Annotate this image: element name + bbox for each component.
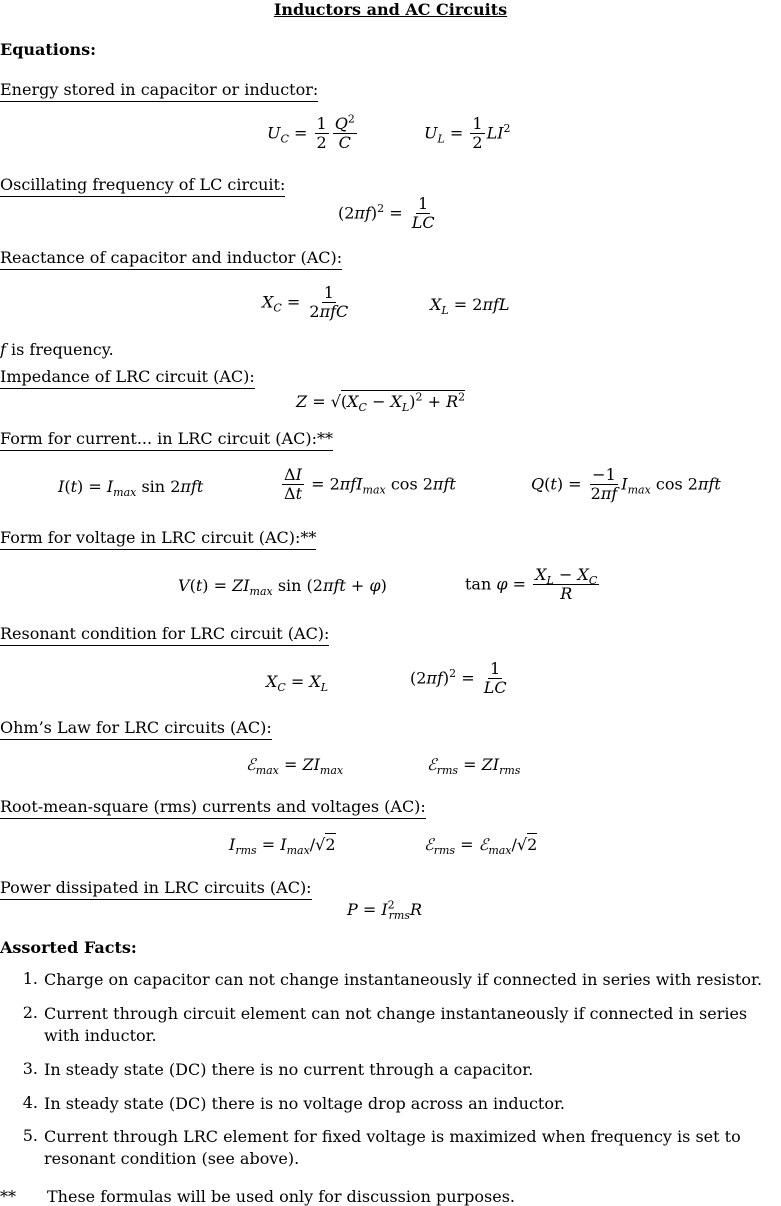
- fact-number: 4.: [22, 1093, 38, 1112]
- fact-text: Charge on capacitor can not change instantaneously if connected in series with resistor.: [44, 970, 763, 989]
- page-title: Inductors and AC Circuits: [273, 0, 508, 19]
- footnote-mark: **: [0, 1187, 16, 1206]
- ohms-law-label: [0, 718, 272, 737]
- impedance-label: [0, 367, 255, 386]
- frequency-note: f is frequency.: [0, 340, 114, 359]
- equation-charge: Q(t) = $\frac{-1}{2\pi f}$ $I_{max}$ cos 2πft: [531, 465, 721, 504]
- equation-power: $P = I^2_{rms}R$: [347, 898, 423, 923]
- equation-resonance-reactance: $X_C = X_L$: [266, 672, 329, 695]
- fact-number: 5.: [22, 1126, 38, 1145]
- equation-phase: tan φ = $\frac{X_L - X_C}{R}$: [465, 565, 598, 604]
- ohms-law-label-text: Ohm’s Law for LRC circuits (AC):: [0, 718, 272, 740]
- current-form-label: [0, 429, 333, 448]
- equation-current: $I(t) = I_{max}$ sin 2πft: [58, 477, 204, 500]
- voltage-form-label: [0, 528, 316, 547]
- resonant-label-text: Resonant condition for LRC circuit (AC):: [0, 624, 329, 646]
- rms-label: [0, 797, 426, 816]
- equation-current-derivative: $\frac{\Delta I}{\Delta t}$ = 2πfI$_{max}$ cos 2πft: [284, 465, 456, 504]
- equation-impedance: $Z = √(X_C - X_L)^2 + R^2$: [296, 390, 466, 415]
- fact-text: In steady state (DC) there is no current through a capacitor.: [44, 1060, 534, 1079]
- equation-rms-emf: ℰ$_{rms}$ = ℰ$_{max}$/√2: [424, 835, 538, 858]
- current-form-label-text: Form for current... in LRC circuit (AC):**: [0, 429, 333, 451]
- rms-label-text: Root-mean-square (rms) currents and voltages (AC):: [0, 797, 426, 819]
- equation-ohms-max: ℰ$_{max}$ = $ZI_{max}$: [246, 755, 344, 778]
- voltage-form-label-text: Form for voltage in LRC circuit (AC):**: [0, 528, 316, 550]
- equation-lc-frequency: $(2\pi f)^2$ = $\frac{1}{LC}$: [338, 194, 435, 233]
- energy-label-text: Energy stored in capacitor or inductor:: [0, 80, 318, 102]
- equation-inductor-energy: $U_L$ = $\frac{1}{2}$ $LI^2$: [424, 114, 511, 153]
- resonant-label: [0, 624, 329, 643]
- equations-heading: Equations:: [0, 40, 97, 59]
- power-label-text: Power dissipated in LRC circuits (AC):: [0, 878, 312, 900]
- equation-ohms-rms: ℰ$_{rms}$ = $ZI_{rms}$: [427, 755, 521, 778]
- fact-text: Current through LRC element for fixed voltage is maximized when frequency is set to resonant condition (see above).: [44, 1127, 741, 1168]
- impedance-label-text: Impedance of LRC circuit (AC):: [0, 367, 255, 389]
- fact-number: 1.: [22, 969, 38, 988]
- footnote-text: These formulas will be used only for discussion purposes.: [47, 1187, 515, 1206]
- equation-resonance-frequency: $(2\pi f)^2$ = $\frac{1}{LC}$: [410, 659, 507, 698]
- equation-rms-current: $I_{rms} = I_{max}/√2$: [229, 835, 336, 858]
- fact-text: Current through circuit element can not change instantaneously if connected in series with inductor.: [44, 1004, 748, 1045]
- lc-frequency-label: [0, 175, 285, 194]
- reactance-label: [0, 248, 342, 267]
- fact-text: In steady state (DC) there is no voltage drop across an inductor.: [44, 1094, 565, 1113]
- energy-label: [0, 80, 318, 99]
- equation-capacitive-reactance: $X_C$ = $\frac{1}{\text{2πfC}}$: [262, 283, 349, 322]
- equation-inductive-reactance: $X_L = 2\pi fL$: [430, 295, 510, 318]
- equation-capacitor-energy: $U_C$ = $\frac{1}{2}$ $\frac{Q^2}{C}$: [267, 112, 355, 153]
- equation-voltage: $V(t) = ZI_{max}$ sin (2πft + φ): [178, 576, 387, 599]
- facts-heading: Assorted Facts:: [0, 938, 137, 957]
- power-label: [0, 878, 312, 897]
- frequency-note-text: is frequency.: [11, 340, 114, 359]
- fact-number: 3.: [22, 1059, 38, 1078]
- lc-frequency-label-text: Oscillating frequency of LC circuit:: [0, 175, 285, 197]
- reactance-label-text: Reactance of capacitor and inductor (AC):: [0, 248, 342, 270]
- fact-number: 2.: [22, 1003, 38, 1022]
